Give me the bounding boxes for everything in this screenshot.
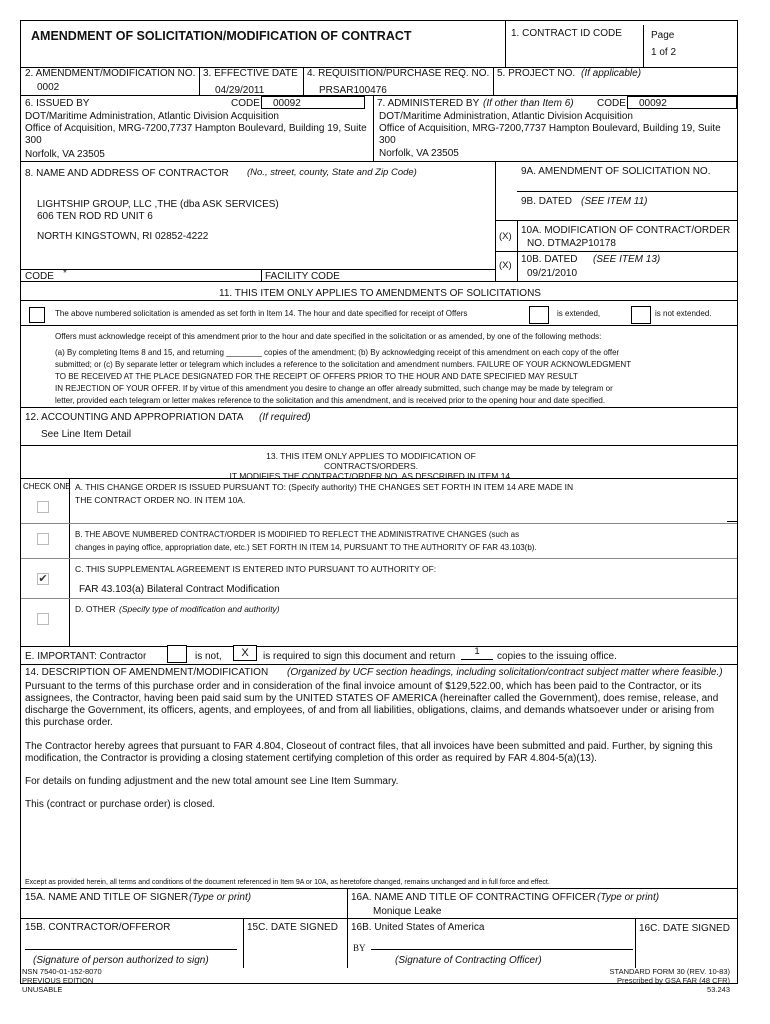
contractor-offeror-label: 15B. CONTRACTOR/OFFEROR [25, 922, 171, 933]
is-extended-label: is extended, [557, 309, 601, 318]
item13a-checkbox[interactable] [37, 501, 49, 513]
date-signed-16c-label: 16C. DATE SIGNED [639, 923, 730, 934]
administered-by-line3: 300 [379, 135, 396, 146]
issued-by-line3: 300 [25, 135, 42, 146]
administered-by-line2: Office of Acquisition, MRG-7200,7737 Hampton Boulevard, Building 19, Suite [379, 123, 721, 134]
item13b-line1: B. THE ABOVE NUMBERED CONTRACT/ORDER IS MODIFIED TO REFLECT THE ADMINISTRATIVE CHANGES (such as [75, 530, 520, 539]
copies-value: 1 [474, 646, 480, 657]
united-states-label: 16B. United States of America [351, 922, 485, 933]
item13d-hint: (Specify type of modification and authority) [119, 604, 280, 614]
contractor-signature-line[interactable] [25, 949, 237, 950]
is-extended-checkbox[interactable] [529, 306, 549, 324]
signer-name-hint: (Type or print) [189, 892, 252, 903]
item13-heading3: IT MODIFIES THE CONTRACT/ORDER NO. AS DESCRIBED IN ITEM 14. [229, 471, 513, 481]
item9b-hint: (SEE ITEM 11) [581, 196, 648, 207]
administered-by-code-value: 00092 [639, 98, 667, 109]
project-no-hint: (If applicable) [581, 68, 642, 79]
item11-amended-checkbox[interactable] [29, 307, 45, 323]
is-not-label: is not, [195, 651, 222, 662]
is-not-extended-label: is not extended. [655, 309, 712, 318]
item14-paragraph2: The Contractor hereby agrees that pursuant to FAR 4.804, Closeout of contract files, that all invoices have been submitted and paid. Further, by signing this modification, the Contractor is providing a closing statement certifying completion of this order as required by FAR 4.804-5(a)(13). [25, 741, 713, 764]
issued-by-label: 6. ISSUED BY [25, 98, 90, 109]
is-required-label: is required to sign this document and return [263, 651, 456, 662]
item11-heading: 11. THIS ITEM ONLY APPLIES TO AMENDMENTS OF SOLICITATIONS [219, 288, 541, 299]
gsa-prescribed: Prescribed by GSA FAR (48 CFR) [617, 976, 730, 985]
officer-signature-caption: (Signature of Contracting Officer) [395, 955, 542, 966]
project-no-label: 5. PROJECT NO. [497, 68, 576, 79]
item13-heading1: 13. THIS ITEM ONLY APPLIES TO MODIFICATION OF [266, 451, 476, 461]
item13d-label: D. OTHER [75, 604, 116, 614]
issued-by-code-label: CODE [231, 98, 260, 109]
item9b-label: 9B. DATED [521, 196, 572, 207]
item12-hint: (If required) [259, 412, 311, 423]
item14-paragraph1: Pursuant to the terms of this purchase order and in consideration of the final invoice amount of $129,522.00, which has been paid to the Contractor, or its assignees, the Contractor, having been paid said sum by the UNITED STATES OF AMERICA (hereinafter called the Government), does remise, release, and discharge the Government, its officers, agents, and employees, of and from all liabilities, obligations, claims, and demands whatsoever under or arising from this purchase order. [25, 681, 719, 728]
item13a-line2: THE CONTRACT ORDER NO. IN ITEM 10A. [75, 495, 246, 505]
officer-signature-line[interactable] [371, 949, 633, 950]
administered-by-label: 7. ADMINISTERED BY [377, 98, 480, 109]
item13b-checkbox[interactable] [37, 533, 49, 545]
effective-date-value: 04/29/2011 [215, 85, 265, 96]
item10b-mark: (X) [499, 260, 512, 271]
unusable-note: UNUSABLE [22, 985, 63, 994]
item13c-checkbox[interactable] [37, 573, 49, 585]
item11-p5: IN REJECTION OF YOUR OFFER. If by virtue of this amendment you desire to change an offer already submitted, such change may be made by telegram or [55, 384, 613, 393]
item12-value: See Line Item Detail [41, 429, 132, 440]
facility-code-label: FACILITY CODE [265, 271, 340, 282]
item13c-value: FAR 43.103(a) Bilateral Contract Modification [79, 584, 280, 595]
officer-name-hint: (Type or print) [597, 892, 660, 903]
item10b-value: 09/21/2010 [527, 268, 578, 279]
page-of: 1 of 2 [651, 47, 677, 58]
item10a-mark: (X) [499, 231, 512, 242]
item9a-label: 9A. AMENDMENT OF SOLICITATION NO. [521, 166, 711, 177]
item13-heading2: CONTRACTS/ORDERS. [324, 461, 418, 471]
requisition-label: 4. REQUISITION/PURCHASE REQ. NO. [307, 68, 490, 79]
officer-name-label: 16A. NAME AND TITLE OF CONTRACTING OFFICER [351, 892, 596, 903]
requisition-value: PRSAR100476 [319, 85, 387, 96]
contractor-code-value: * [63, 268, 67, 279]
contractor-line3: NORTH KINGSTOWN, RI 02852-4222 [37, 231, 209, 242]
item11-p1: Offers must acknowledge receipt of this amendment prior to the hour and date specified in the solicitation or as amended, by one of the following methods: [55, 332, 602, 341]
item14-paragraph3: For details on funding adjustment and the new total amount see Line Item Summary. [25, 776, 399, 787]
contractor-line1: LIGHTSHIP GROUP, LLC ,THE (dba ASK SERVICES) [37, 199, 279, 210]
far-section: 53.243 [707, 985, 730, 994]
item14-paragraph4: This (contract or purchase order) is closed. [25, 799, 216, 810]
page-label: Page [651, 30, 675, 41]
administered-by-line1: DOT/Maritime Administration, Atlantic Division Acquisition [379, 111, 633, 122]
except-note: Except as provided herein, all terms and conditions of the document referenced in Item 9A or 10A, as heretofore changed, remains unchanged and in full force and effect. [25, 879, 550, 886]
issued-by-line2: Office of Acquisition, MRG-7200,7737 Hampton Boulevard, Building 19, Suite [25, 123, 367, 134]
contractor-code-label: CODE [25, 271, 54, 282]
item13a-line1: A. THIS CHANGE ORDER IS ISSUED PURSUANT TO: (Specify authority) THE CHANGES SET FORTH IN ITEM 14 ARE MADE IN [75, 482, 574, 492]
copies-suffix: copies to the issuing office. [497, 651, 617, 662]
signer-name-label: 15A. NAME AND TITLE OF SIGNER [25, 892, 189, 903]
amendment-no-label: 2. AMENDMENT/MODIFICATION NO. [25, 68, 196, 79]
administered-by-line4: Norfolk, VA 23505 [379, 148, 459, 159]
x-mark: X [241, 647, 249, 659]
check-one-label: CHECK ONE [23, 482, 71, 491]
item11-p4: TO BE RECEIVED AT THE PLACE DESIGNATED FOR THE RECEIPT OF OFFERS PRIOR TO THE HOUR AND DATE SPECIFIED MAY RESULT [55, 372, 578, 381]
issued-by-line1: DOT/Maritime Administration, Atlantic Division Acquisition [25, 111, 279, 122]
is-required-checkbox[interactable] [233, 645, 257, 661]
item11-p3: submitted; or (c) By separate letter or telegram which includes a reference to the solicitation and amendment numbers. FAILURE OF YOUR ACKNOWLEDGMENT [55, 360, 632, 369]
date-signed-15c-label: 15C. DATE SIGNED [247, 922, 338, 933]
form-title: AMENDMENT OF SOLICITATION/MODIFICATION OF CONTRACT [31, 29, 412, 43]
item14-hint: (Organized by UCF section headings, including solicitation/contract subject matter where feasible.) [287, 667, 723, 678]
officer-name-value: Monique Leake [373, 906, 442, 917]
is-not-checkbox[interactable] [167, 645, 187, 663]
amendment-no-value: 0002 [37, 82, 60, 93]
issued-by-code-value: 00092 [273, 98, 301, 109]
item11-amended-text: The above numbered solicitation is amended as set forth in Item 14. The hour and date specified for receipt of Offers [55, 309, 468, 318]
issued-by-line4: Norfolk, VA 23505 [25, 149, 105, 160]
administered-by-code-label: CODE [597, 98, 626, 109]
item13b-line2: changes in paying office, appropriation date, etc.) SET FORTH IN ITEM 14, PURSUANT TO THE AUTHORITY OF FAR 43.103(b). [75, 543, 537, 552]
item12-label: 12. ACCOUNTING AND APPROPRIATION DATA [25, 412, 244, 423]
item13c-line1: C. THIS SUPPLEMENTAL AGREEMENT IS ENTERED INTO PURSUANT TO AUTHORITY OF: [75, 564, 437, 574]
effective-date-label: 3. EFFECTIVE DATE [203, 68, 298, 79]
contractor-label: 8. NAME AND ADDRESS OF CONTRACTOR [25, 168, 229, 179]
sf30-form [20, 20, 738, 984]
contractor-hint: (No., street, county, State and Zip Code) [247, 167, 417, 178]
important-label: E. IMPORTANT: Contractor [25, 651, 147, 662]
item11-p6: letter, provided each telegram or letter makes reference to the solicitation and this amendment, and is received prior to the opening hour and date specified. [55, 396, 606, 405]
item11-p2: (a) By completing Items 8 and 15, and returning ________ copies of the amendment; (b) By acknowledging receipt of this amendment on each copy of the offer [55, 348, 620, 357]
checkmark-icon: ✔ [38, 573, 48, 585]
administered-by-hint: (If other than Item 6) [483, 98, 574, 109]
item10b-label: 10B. DATED [521, 254, 578, 265]
previous-edition: PREVIOUS EDITION [22, 976, 94, 985]
item13d-checkbox[interactable] [37, 613, 49, 625]
item10b-hint: (SEE ITEM 13) [593, 254, 661, 265]
standard-form-number: STANDARD FORM 30 (REV. 10-83) [609, 967, 730, 976]
item14-label: 14. DESCRIPTION OF AMENDMENT/MODIFICATION [25, 667, 269, 678]
nsn-number: NSN 7540-01-152-8070 [22, 967, 102, 976]
contractor-signature-caption: (Signature of person authorized to sign) [33, 955, 209, 966]
item10a-label: 10A. MODIFICATION OF CONTRACT/ORDER [521, 225, 731, 236]
is-not-extended-checkbox[interactable] [631, 306, 651, 324]
contract-id-label: 1. CONTRACT ID CODE [511, 28, 622, 39]
by-label: BY [353, 943, 366, 953]
contractor-line2: 606 TEN ROD RD UNIT 6 [37, 211, 153, 222]
item10a-value: NO. DTMA2P10178 [527, 238, 616, 249]
